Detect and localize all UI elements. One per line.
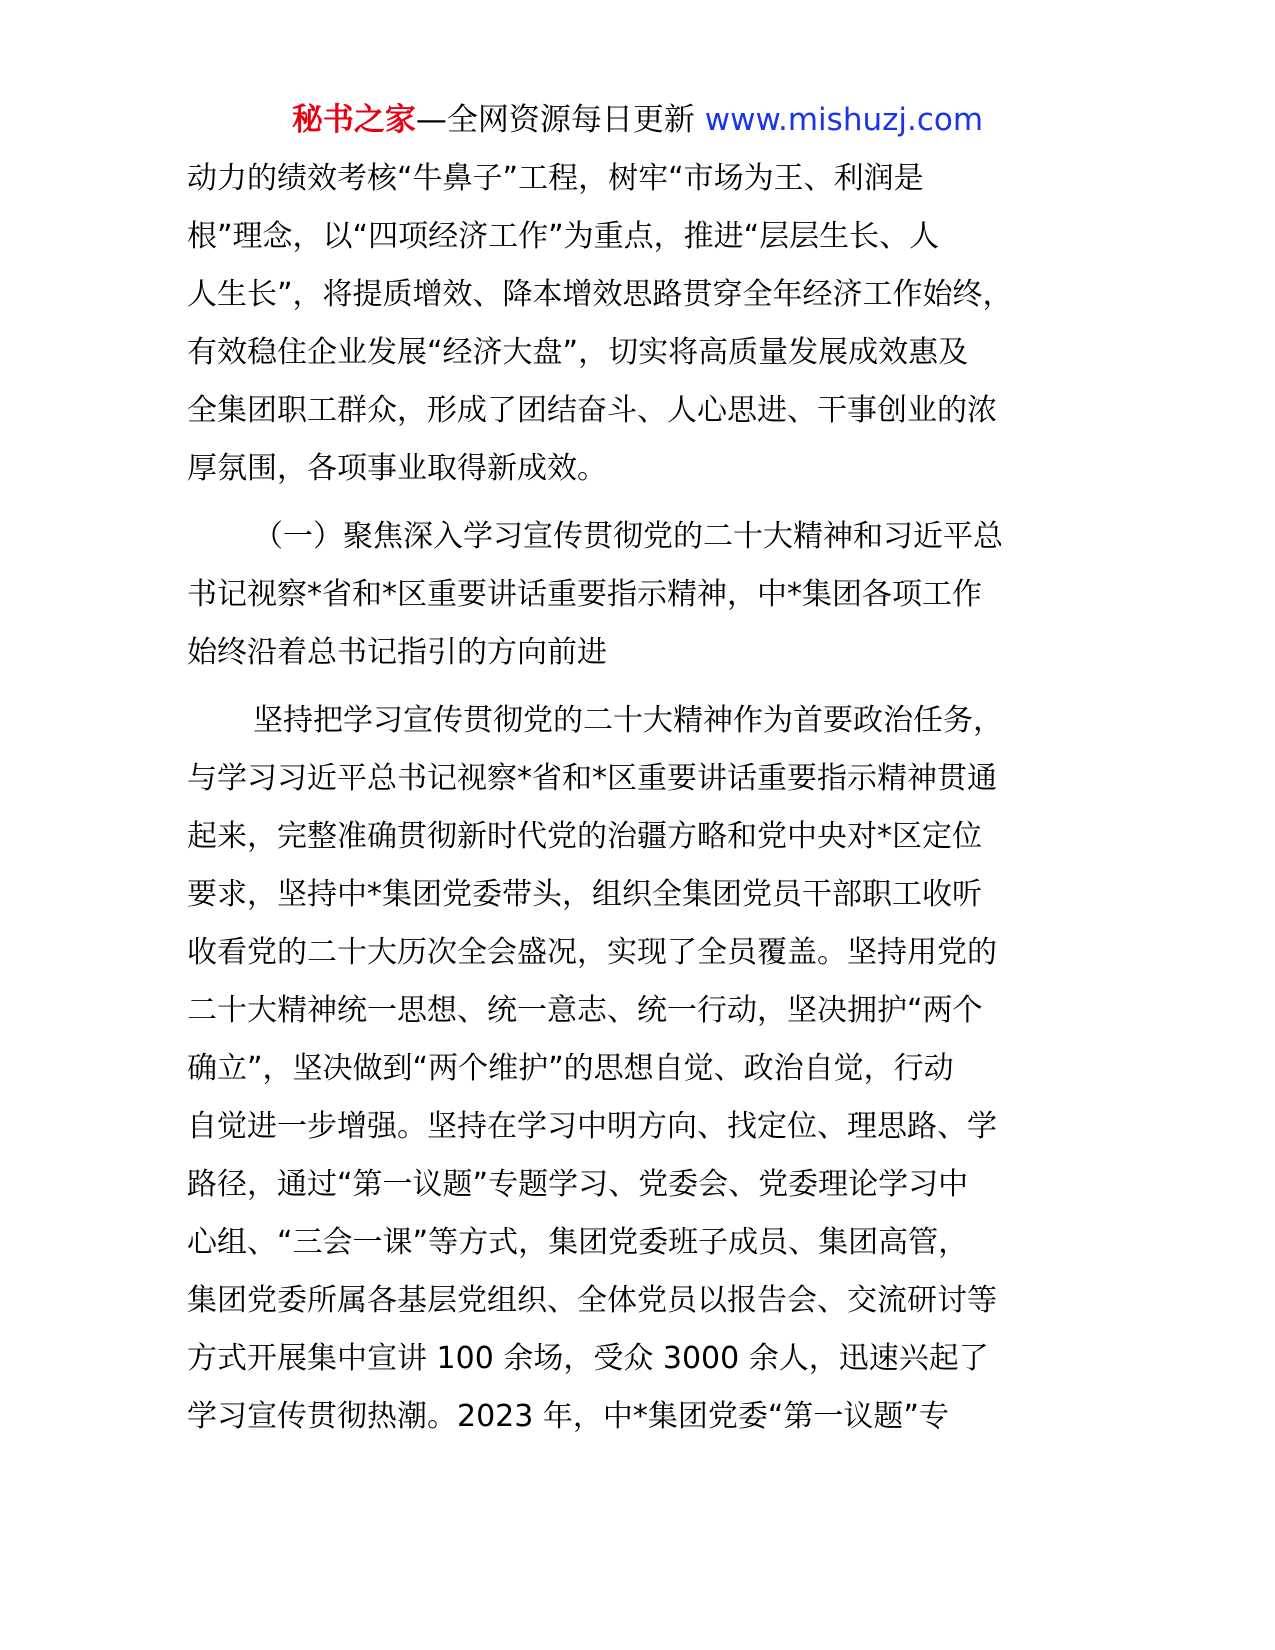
paragraph-2 [187, 692, 1087, 1446]
text-line: 动力的绩效考核“牛鼻子”工程，树牢“市场为王、利润是 [187, 161, 924, 196]
text-line: 路径，通过“第一议题”专题学习、党委会、党委理论学习中 [187, 1167, 969, 1202]
text-line: 起来，完整准确贯彻新时代党的治疆方略和党中央对*区定位 [187, 819, 982, 854]
paragraph-1 [187, 150, 1087, 498]
header-tagline: —全网资源每日更新 [415, 102, 695, 138]
section-heading-1 [187, 508, 1087, 682]
text-line: 始终沿着总书记指引的方向前进 [187, 635, 607, 670]
website-link[interactable]: www.mishuzj.com [704, 102, 984, 138]
text-line: 全集团职工群众，形成了团结奋斗、人心思进、干事创业的浓 [187, 393, 997, 428]
text-line: 坚持把学习宣传贯彻党的二十大精神作为首要政治任务， [253, 703, 1003, 738]
document-header [0, 98, 1275, 142]
text-line: 厚氛围，各项事业取得新成效。 [187, 451, 607, 486]
brand-name: 秘书之家 [291, 102, 416, 138]
text-line: 要求，坚持中*集团党委带头，组织全集团党员干部职工收听 [187, 877, 982, 912]
text-line: 收看党的二十大历次全会盛况，实现了全员覆盖。坚持用党的 [187, 935, 997, 970]
text-line: 集团党委所属各基层党组织、全体党员以报告会、交流研讨等 [187, 1283, 997, 1318]
text-line: 方式开展集中宣讲 100 余场，受众 3000 余人，迅速兴起了 [187, 1341, 989, 1376]
text-line: 书记视察*省和*区重要讲话重要指示精神，中*集团各项工作 [187, 577, 982, 612]
text-line: 人生长”，将提质增效、降本增效思路贯穿全年经济工作始终， [187, 277, 1013, 312]
text-line: 学习宣传贯彻热潮。2023 年，中*集团党委“第一议题”专 [187, 1399, 949, 1434]
text-line: 与学习习近平总书记视察*省和*区重要讲话重要指示精神贯通 [187, 761, 997, 796]
text-line: 二十大精神统一思想、统一意志、统一行动，坚决拥护“两个 [187, 993, 983, 1028]
text-line: （一）聚焦深入学习宣传贯彻党的二十大精神和习近平总 [253, 519, 1003, 554]
text-line: 确立”，坚决做到“两个维护”的思想自觉、政治自觉，行动 [187, 1051, 954, 1086]
text-line: 根”理念，以“四项经济工作”为重点，推进“层层生长、人 [187, 219, 940, 254]
text-line: 心组、“三会一课”等方式，集团党委班子成员、集团高管， [187, 1225, 969, 1260]
document-body [187, 150, 1087, 1446]
text-line: 有效稳住企业发展“经济大盘”，切实将高质量发展成效惠及 [187, 335, 969, 370]
text-line: 自觉进一步增强。坚持在学习中明方向、找定位、理思路、学 [187, 1109, 997, 1144]
